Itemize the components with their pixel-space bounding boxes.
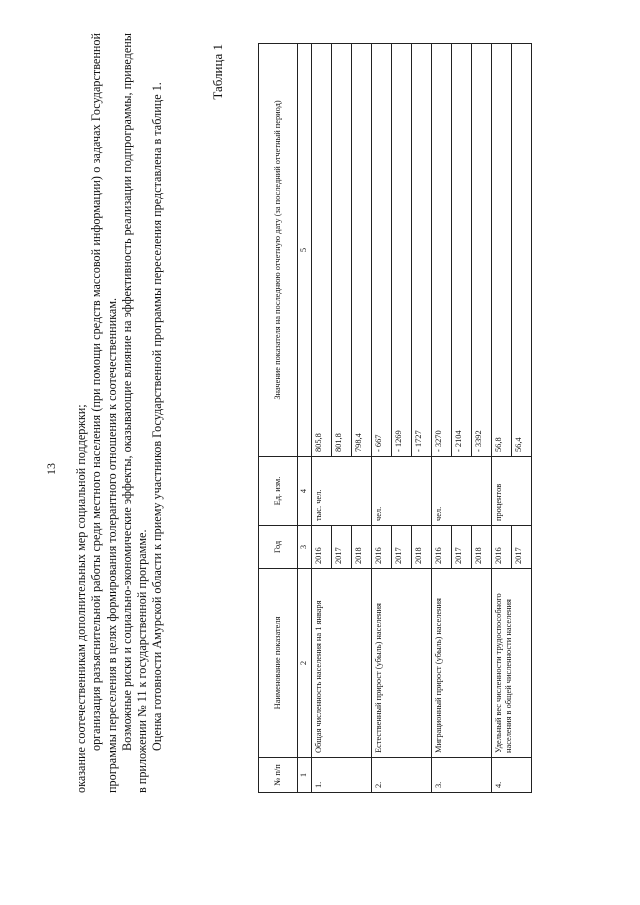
value-cell: - 1727 [412, 44, 432, 457]
paragraph: оказание соотечественникам дополнительных мер социальной поддержки; [74, 404, 88, 793]
column-number-row [298, 44, 312, 793]
value-cell: - 1269 [392, 44, 412, 457]
indicator-name: Общая численность населения на 1 января [312, 569, 372, 758]
column-number: 4 [298, 457, 312, 526]
body-text [74, 33, 166, 793]
year-cell: 2018 [352, 526, 372, 569]
row-number: 3. [432, 758, 492, 793]
table-row [432, 44, 452, 793]
value-cell: - 3392 [472, 44, 492, 457]
table-header-row [259, 44, 298, 793]
year-cell: 2017 [512, 526, 532, 569]
header-cell-value: Значение показателя на последнюю отчетную дату (за последний отчетный период) [259, 44, 298, 457]
unit-cell: тыс. чел. [312, 457, 372, 526]
value-cell: 56,4 [512, 44, 532, 457]
row-number: 2. [372, 758, 432, 793]
indicators-table [258, 43, 532, 793]
header-cell-year: Год [259, 526, 298, 569]
page-number: 13 [44, 463, 58, 475]
value-cell: 798,4 [352, 44, 372, 457]
value-cell: 56,8 [492, 44, 512, 457]
year-cell: 2017 [392, 526, 412, 569]
value-cell: 805,8 [312, 44, 332, 457]
unit-cell: чел. [432, 457, 492, 526]
indicator-name: Удельный вес численности трудоспособного населения в общей численности населения [492, 569, 532, 758]
row-number: 4. [492, 758, 532, 793]
year-cell: 2018 [472, 526, 492, 569]
unit-cell: чел. [372, 457, 432, 526]
row-number: 1. [312, 758, 372, 793]
header-cell-unit: Ед. изм. [259, 457, 298, 526]
table-row [492, 44, 512, 793]
year-cell: 2016 [492, 526, 512, 569]
value-cell: 801,8 [332, 44, 352, 457]
year-cell: 2018 [412, 526, 432, 569]
column-number: 1 [298, 758, 312, 793]
year-cell: 2016 [372, 526, 392, 569]
indicator-name: Естественный прирост (убыль) населения [372, 569, 432, 758]
year-cell: 2017 [332, 526, 352, 569]
column-number: 2 [298, 569, 312, 758]
table-row [312, 44, 332, 793]
value-cell: - 2104 [452, 44, 472, 457]
year-cell: 2016 [432, 526, 452, 569]
unit-cell: процентов [492, 457, 532, 526]
table-row [372, 44, 392, 793]
paragraph: организация разъяснительной работы среди местного населения (при помощи средств массовой информации) о задачах Государственной программы переселения в целях формирования толерантного отношения к соотечественникам. [89, 33, 119, 793]
header-cell-num: № п/п [259, 758, 298, 793]
year-cell: 2017 [452, 526, 472, 569]
header-cell-name: Наименование показателя [259, 569, 298, 758]
year-cell: 2016 [312, 526, 332, 569]
column-number: 5 [298, 44, 312, 457]
value-cell: - 667 [372, 44, 392, 457]
column-number: 3 [298, 526, 312, 569]
table-caption: Таблица 1 [210, 44, 225, 100]
indicator-name: Миграционный прирост (убыль) населения [432, 569, 492, 758]
paragraph: Возможные риски и социально-экономические эффекты, оказывающие влияние на эффективность реализации подпрограммы, приведены в приложении № 11 к государственной программе. [119, 33, 150, 793]
paragraph: Оценка готовности Амурской области к приему участников Государственной программы переселения представлена в таблице 1. [150, 82, 165, 751]
value-cell: - 3270 [432, 44, 452, 457]
